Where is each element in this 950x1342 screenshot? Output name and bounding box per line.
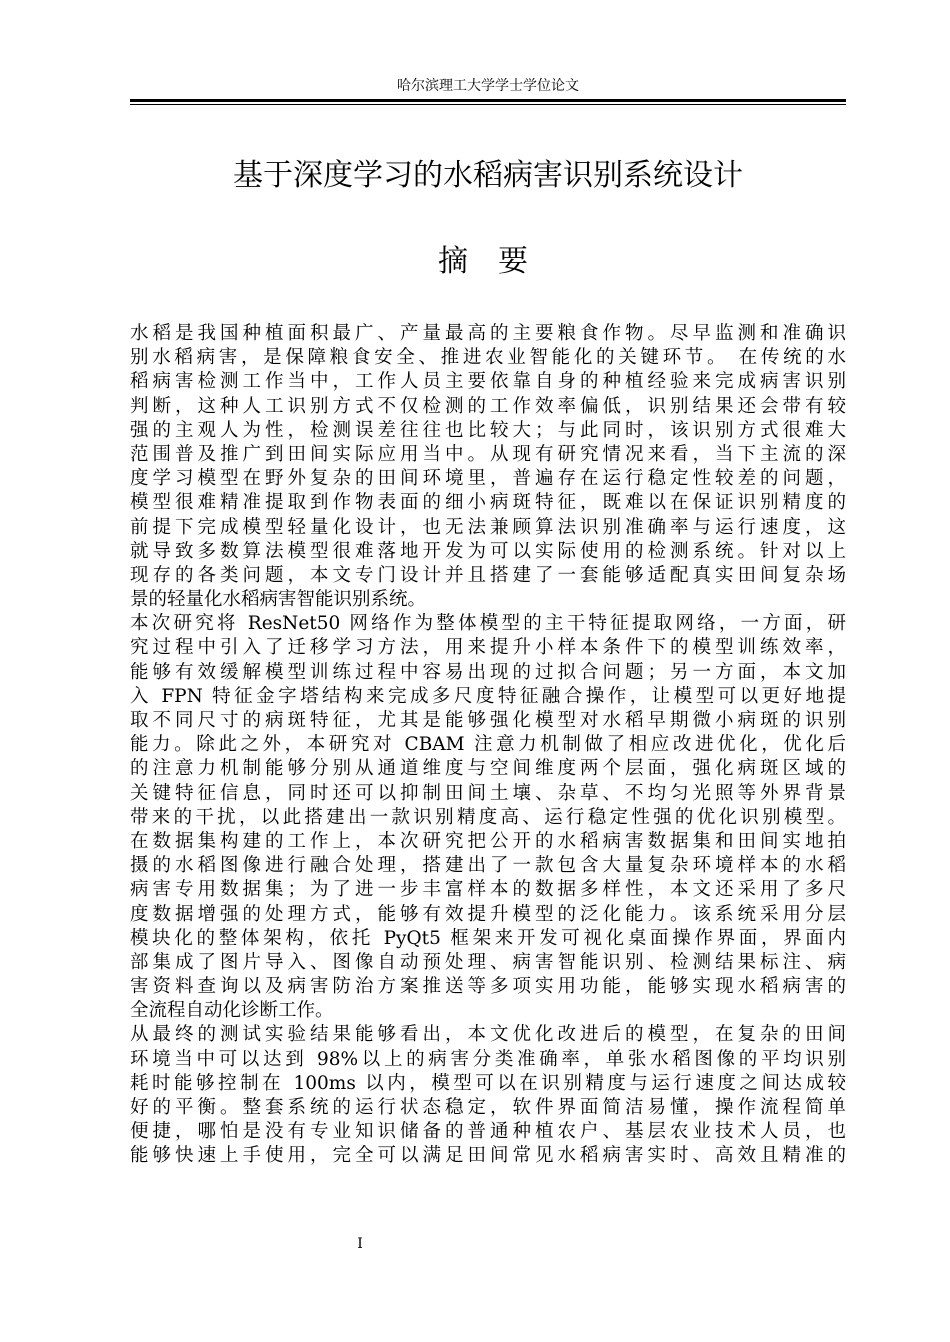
- body-line: 在数据集构建的工作上，本次研究把公开的水稻病害数据集和田间实地拍: [130, 830, 846, 852]
- body-line: 便捷，哪怕是没有专业知识储备的普通种植农户、基层农业技术人员，也: [130, 1121, 846, 1143]
- body-line: 究过程中引入了迁移学习方法，用来提升小样本条件下的模型训练效率，: [130, 637, 846, 659]
- body-line: 全流程自动化诊断工作。: [130, 1000, 334, 1022]
- body-line: 摄的水稻图像进行融合处理，搭建出了一款包含大量复杂环境样本的水稻: [130, 855, 846, 877]
- body-line: 害资料查询以及病害防治方案推送等多项实用功能，能够实现水稻病害的: [130, 976, 846, 998]
- header-rule-thick: [130, 99, 846, 102]
- body-line: 模型很难精准提取到作物表面的细小病斑特征，既难以在保证识别精度的: [130, 492, 846, 514]
- body-line: 前提下完成模型轻量化设计，也无法兼顾算法识别准确率与运行速度，这: [130, 516, 846, 538]
- body-line: 带来的干扰，以此搭建出一款识别精度高、运行稳定性强的优化识别模型。: [130, 806, 846, 828]
- body-line: 耗时能够控制在 100ms 以内，模型可以在识别精度与运行速度之间达成较: [130, 1072, 846, 1094]
- body-line: 水稻是我国种植面积最广、产量最高的主要粮食作物。尽早监测和准确识: [130, 323, 846, 344]
- body-line: 度学习模型在野外复杂的田间环境里，普遍存在运行稳定性较差的问题，: [130, 468, 846, 490]
- body-line: 关键特征信息，同时还可以抑制田间土壤、杂草、不均匀光照等外界背景: [130, 782, 846, 804]
- body-line: 强的主观人为性，检测误差往往也比较大；与此同时，该识别方式很难大: [130, 419, 846, 441]
- body-line: 稻病害检测工作当中，工作人员主要依靠自身的种植经验来完成病害识别: [130, 371, 846, 393]
- abstract-heading: 摘要: [438, 244, 558, 279]
- body-line: 就导致多数算法模型很难落地开发为可以实际使用的检测系统。针对以上: [130, 540, 846, 562]
- body-line: 能够快速上手使用，完全可以满足田间常见水稻病害实时、高效且精准的: [130, 1145, 846, 1167]
- body-line: 取不同尺寸的病斑特征，尤其是能够强化模型对水稻早期微小病斑的识别: [130, 710, 846, 731]
- body-line: 度数据增强的处理方式，能够有效提升模型的泛化能力。该系统采用分层: [130, 903, 846, 925]
- body-line: 环境当中可以达到 98%以上的病害分类准确率，单张水稻图像的平均识别: [130, 1048, 846, 1070]
- header-rule-thin: [130, 104, 846, 105]
- body-line: 病害专用数据集；为了进一步丰富样本的数据多样性，本文还采用了多尺: [130, 879, 846, 901]
- body-line: 的注意力机制能够分别从通道维度与空间维度两个层面，强化病斑区域的: [130, 758, 846, 780]
- body-line: 本次研究将 ResNet50 网络作为整体模型的主干特征提取网络，一方面，研: [130, 613, 846, 635]
- body-line: 模块化的整体架构，依托 PyQt5 框架来开发可视化桌面操作界面，界面内: [130, 927, 846, 949]
- body-line: 范围普及推广到田间实际应用当中。从现有研究情况来看，当下主流的深: [130, 443, 846, 465]
- body-line: 部集成了图片导入、图像自动预处理、病害智能识别、检测结果标注、病: [130, 951, 846, 973]
- page-number: I: [357, 1236, 363, 1252]
- running-header: 哈尔滨理工大学学士学位论文: [397, 78, 579, 94]
- body-line: 好的平衡。整套系统的运行状态稳定，软件界面简洁易懂，操作流程简单: [130, 1097, 846, 1118]
- body-line: 从最终的测试实验结果能够看出，本文优化改进后的模型，在复杂的田间: [130, 1024, 846, 1046]
- body-line: 能够有效缓解模型训练过程中容易出现的过拟合问题；另一方面，本文加: [130, 661, 846, 683]
- body-line: 能力。除此之外，本研究对 CBAM 注意力机制做了相应改进优化，优化后: [130, 734, 846, 756]
- body-line: 别水稻病害，是保障粮食安全、推进农业智能化的关键环节。 在传统的水: [130, 347, 846, 369]
- body-line: 景的轻量化水稻病害智能识别系统。: [130, 589, 427, 611]
- body-line: 现存的各类问题，本文专门设计并且搭建了一套能够适配真实田间复杂场: [130, 564, 846, 586]
- abstract-body: [130, 322, 846, 1169]
- body-line: 入 FPN 特征金字塔结构来完成多尺度特征融合操作，让模型可以更好地提: [130, 685, 846, 707]
- thesis-title: 基于深度学习的水稻病害识别系统设计: [233, 158, 743, 193]
- body-line: 判断，这种人工识别方式不仅检测的工作效率偏低，识别结果还会带有较: [130, 395, 846, 417]
